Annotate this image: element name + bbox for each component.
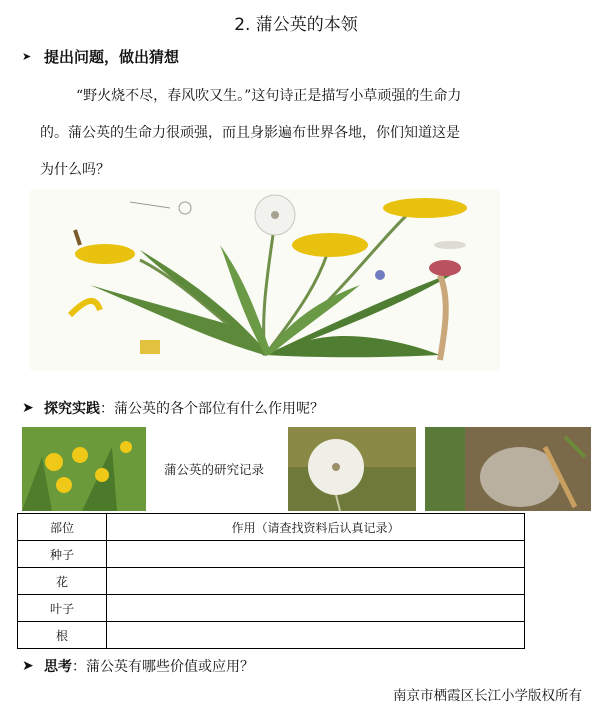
page-title: 2. 蒲公英的本领	[234, 15, 358, 35]
table-cell-part: 花	[18, 568, 107, 595]
table-header-cell: 作用（请查找资料后认真记录）	[107, 514, 525, 541]
table-header-row	[18, 514, 525, 541]
root-photo	[425, 427, 591, 511]
table-cell-use[interactable]	[107, 622, 525, 649]
section-question: ：蒲公英有哪些价值或应用？	[72, 659, 254, 675]
arrow-bullet-icon: ➤	[22, 658, 34, 674]
intro-paragraph	[40, 78, 540, 189]
record-label: 蒲公英的研究记录	[164, 462, 265, 477]
table-row	[18, 541, 525, 568]
section-heading-investigation	[22, 398, 324, 418]
paragraph-line: “野火烧不尽，春风吹又生。”这句诗正是描写小草顽强的生命力	[76, 88, 462, 104]
table-header-cell: 部位	[18, 514, 107, 541]
table-cell-use[interactable]	[107, 595, 525, 622]
table-cell-use[interactable]	[107, 541, 525, 568]
seed-head-photo	[288, 427, 416, 511]
table-cell-part: 叶子	[18, 595, 107, 622]
section-title: 探究实践	[44, 401, 100, 417]
research-record-table	[17, 513, 525, 649]
paragraph-line: 为什么吗？	[40, 162, 110, 178]
copyright-footer: 南京市栖霞区长江小学版权所有	[393, 688, 582, 704]
section-heading-reflection	[22, 656, 254, 676]
arrow-bullet-icon: ➤	[22, 400, 34, 416]
arrow-bullet-icon: ➤	[22, 50, 32, 63]
dandelion-illustration	[30, 190, 500, 370]
table-row	[18, 568, 525, 595]
section-title: 思考	[44, 659, 72, 675]
section-title: 提出问题，做出猜想	[44, 48, 180, 66]
section-heading-hypothesis	[22, 46, 179, 67]
table-row	[18, 595, 525, 622]
table-cell-use[interactable]	[107, 568, 525, 595]
flower-photo	[22, 427, 146, 511]
section-question: ：蒲公英的各个部位有什么作用呢？	[100, 401, 324, 417]
table-cell-part: 根	[18, 622, 107, 649]
table-cell-part: 种子	[18, 541, 107, 568]
table-row	[18, 622, 525, 649]
paragraph-line: 的。蒲公英的生命力很顽强，而且身影遍布世界各地，你们知道这是	[40, 125, 460, 141]
